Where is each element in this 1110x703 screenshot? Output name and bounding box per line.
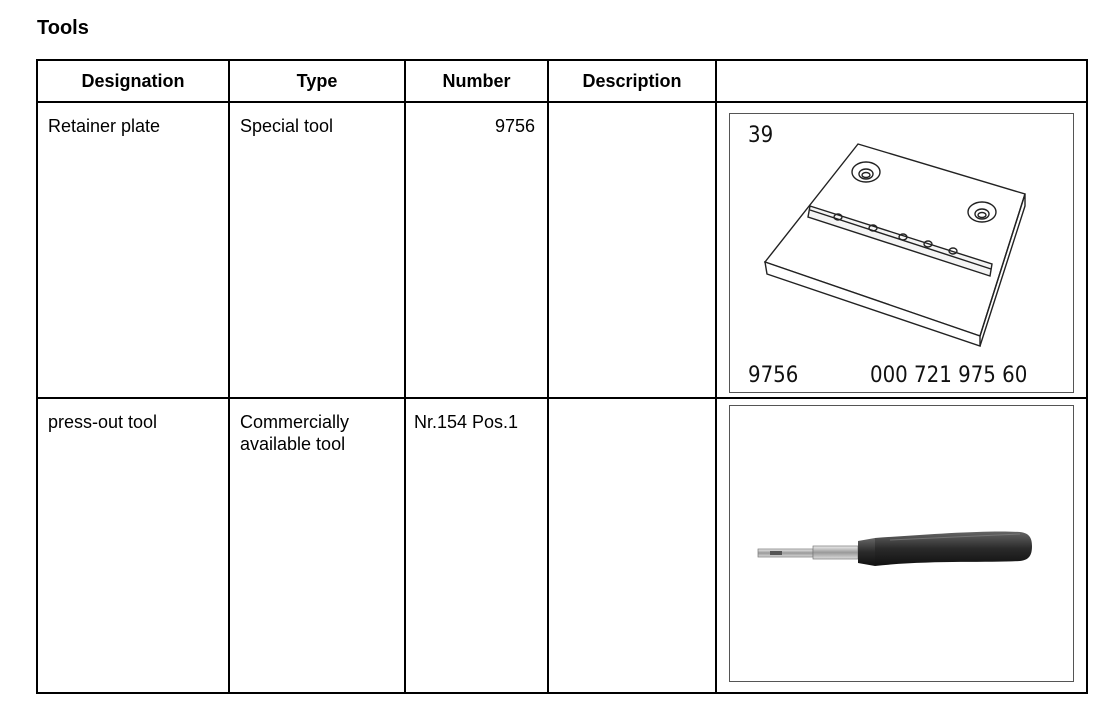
column-header-type: Type	[229, 60, 405, 102]
retainer-plate-figure	[729, 113, 1074, 393]
column-header-number: Number	[405, 60, 548, 102]
column-header-description: Description	[548, 60, 716, 102]
type-text: Commercially available tool	[240, 411, 350, 454]
cell-type	[229, 398, 405, 694]
press-out-tool-figure	[729, 405, 1074, 682]
table-row	[37, 398, 1087, 694]
tools-table	[36, 59, 1088, 694]
cell-designation	[37, 102, 229, 398]
type-text: Special tool	[240, 116, 334, 136]
cell-number	[405, 102, 548, 398]
column-header-designation: Designation	[37, 60, 229, 102]
table-header-row	[37, 60, 1087, 102]
number-text: 9756	[494, 116, 535, 136]
designation-text: Retainer plate	[48, 116, 161, 136]
table-row	[37, 102, 1087, 398]
column-header-image	[716, 60, 1087, 102]
description-text	[549, 103, 715, 115]
number-text: Nr.154 Pos.1	[414, 411, 519, 432]
cell-description	[548, 398, 716, 694]
cell-designation	[37, 398, 229, 694]
cell-image	[716, 102, 1087, 398]
figure-label-left: 9756	[748, 363, 799, 388]
figure-label-top: 39	[748, 123, 774, 148]
figure-label-right: 000 721 975 60	[870, 363, 1028, 388]
cell-type	[229, 102, 405, 398]
page-title: Tools	[37, 17, 89, 39]
cell-image	[716, 398, 1087, 694]
cell-description	[548, 102, 716, 398]
retainer-plate-drawing-icon	[730, 114, 1073, 392]
screwdriver-photo-icon	[730, 406, 1073, 681]
designation-text: press-out tool	[48, 411, 158, 432]
cell-number	[405, 398, 548, 694]
description-text	[549, 399, 715, 411]
